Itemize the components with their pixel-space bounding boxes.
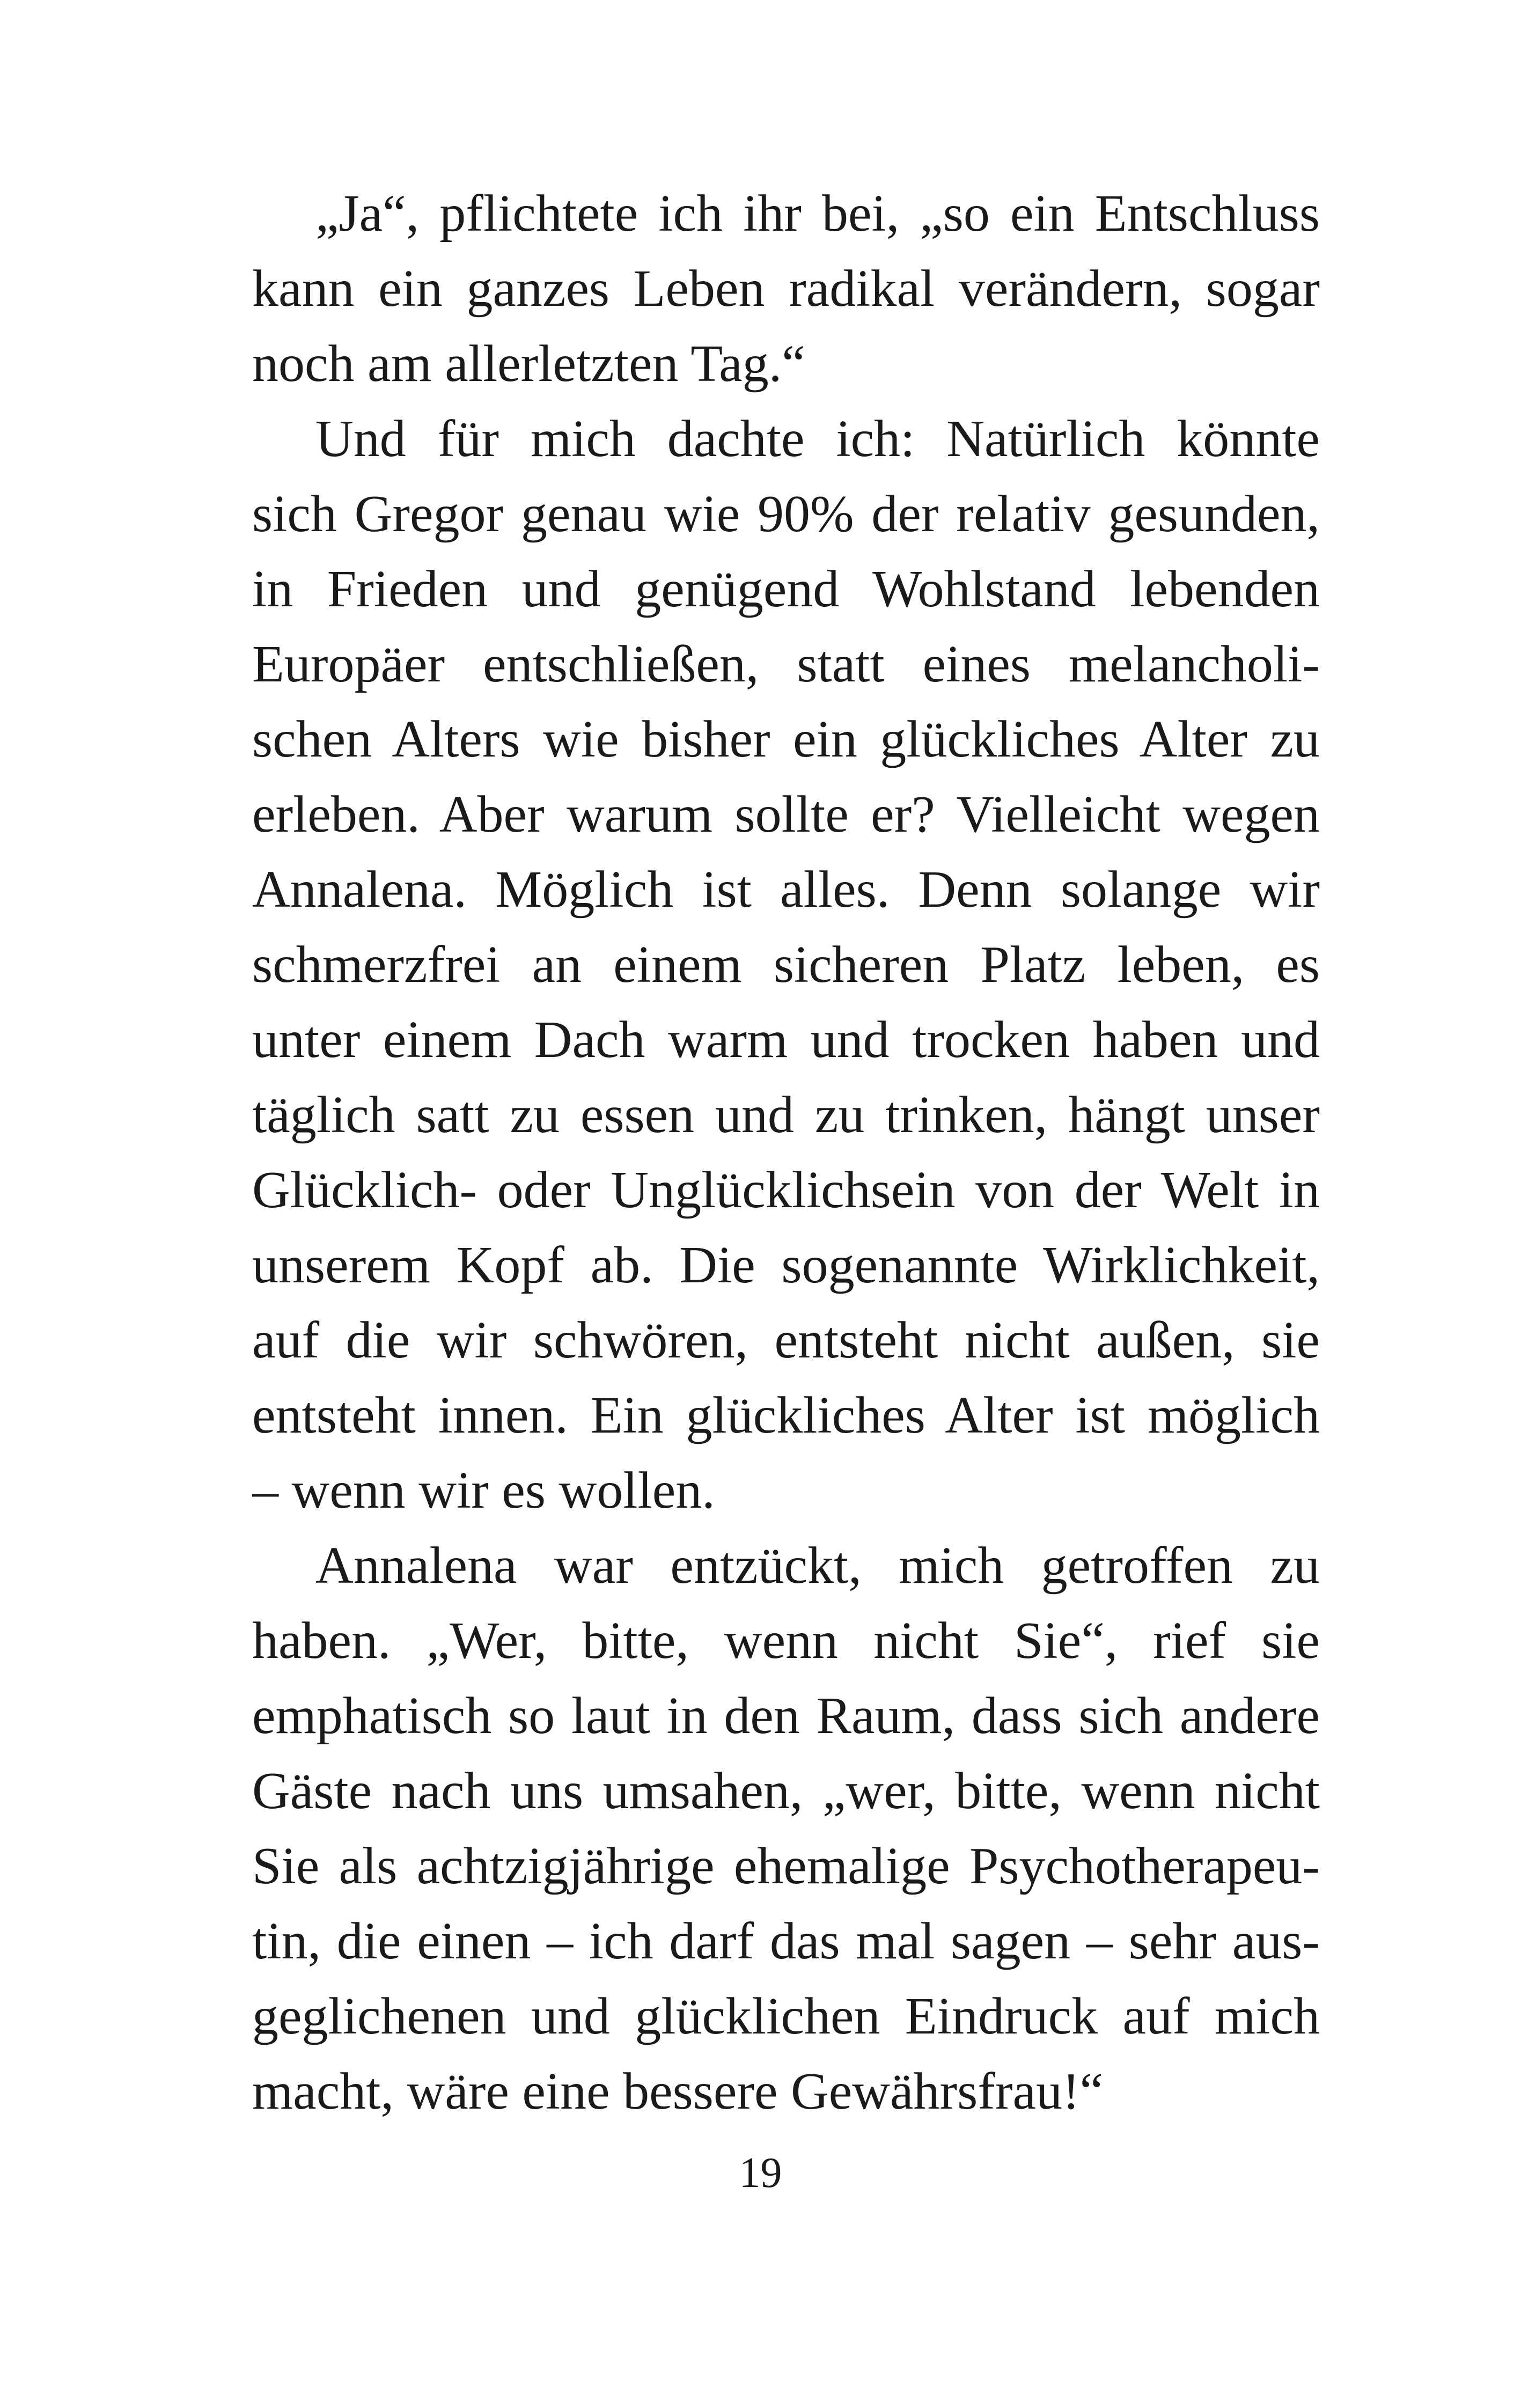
- paragraph-3-line-7: geglichenen und glücklichen Eindruck auf mich: [252, 1987, 1320, 2045]
- paragraph-3-line-5: Sie als achtzigjährige ehemalige Psychotherapeu-: [252, 1837, 1320, 1895]
- paragraph-2-line-14: entsteht innen. Ein glückliches Alter ist möglich: [252, 1386, 1320, 1444]
- paragraph-3-line-6: tin, die einen – ich darf das mal sagen – sehr aus-: [252, 1912, 1320, 1970]
- paragraph-1-line-1: „Ja“, pflichtete ich ihr bei, „so ein Entschluss: [315, 185, 1320, 243]
- paragraph-1-line-3: noch am allerletzten Tag.“: [252, 335, 805, 393]
- paragraph-3-line-8: macht, wäre eine bessere Gewährsfrau!“: [252, 2062, 1104, 2120]
- paragraph-2-line-6: erleben. Aber warum sollte er? Vielleicht wegen: [252, 785, 1320, 843]
- paragraph-2-line-5: schen Alters wie bisher ein glückliches Alter zu: [252, 710, 1320, 768]
- paragraph-1-line-2: kann ein ganzes Leben radikal verändern, sogar: [252, 260, 1320, 318]
- paragraph-2-line-7: Annalena. Möglich ist alles. Denn solange wir: [252, 861, 1320, 919]
- paragraph-2-line-11: Glücklich- oder Unglücklichsein von der Welt in: [252, 1161, 1320, 1219]
- paragraph-2-line-1: Und für mich dachte ich: Natürlich könnte: [315, 410, 1320, 468]
- paragraph-3-line-2: haben. „Wer, bitte, wenn nicht Sie“, rief sie: [252, 1612, 1320, 1670]
- paragraph-2-line-12: unserem Kopf ab. Die sogenannte Wirklichkeit,: [252, 1236, 1320, 1294]
- paragraph-2-line-15: – wenn wir es wollen.: [252, 1462, 715, 1519]
- paragraph-2-line-13: auf die wir schwören, entsteht nicht außen, sie: [252, 1311, 1320, 1369]
- paragraph-2-line-4: Europäer entschließen, statt eines melancholi-: [252, 635, 1320, 693]
- paragraph-3-line-4: Gäste nach uns umsahen, „wer, bitte, wenn nicht: [252, 1762, 1320, 1820]
- paragraph-3-line-1: Annalena war entzückt, mich getroffen zu: [315, 1537, 1320, 1595]
- body-text: [252, 176, 1320, 2129]
- paragraph-2-line-8: schmerzfrei an einem sicheren Platz leben, es: [252, 936, 1320, 994]
- paragraph-2-line-9: unter einem Dach warm und trocken haben und: [252, 1011, 1320, 1069]
- paragraph-2-line-3: in Frieden und genügend Wohlstand lebenden: [252, 560, 1320, 618]
- paragraph-3-line-3: emphatisch so laut in den Raum, dass sich andere: [252, 1687, 1320, 1745]
- page-number: 19: [739, 2149, 782, 2197]
- paragraph-2-line-2: sich Gregor genau wie 90% der relativ gesunden,: [252, 485, 1320, 543]
- paragraph-2-line-10: täglich satt zu essen und zu trinken, hängt unser: [252, 1086, 1320, 1144]
